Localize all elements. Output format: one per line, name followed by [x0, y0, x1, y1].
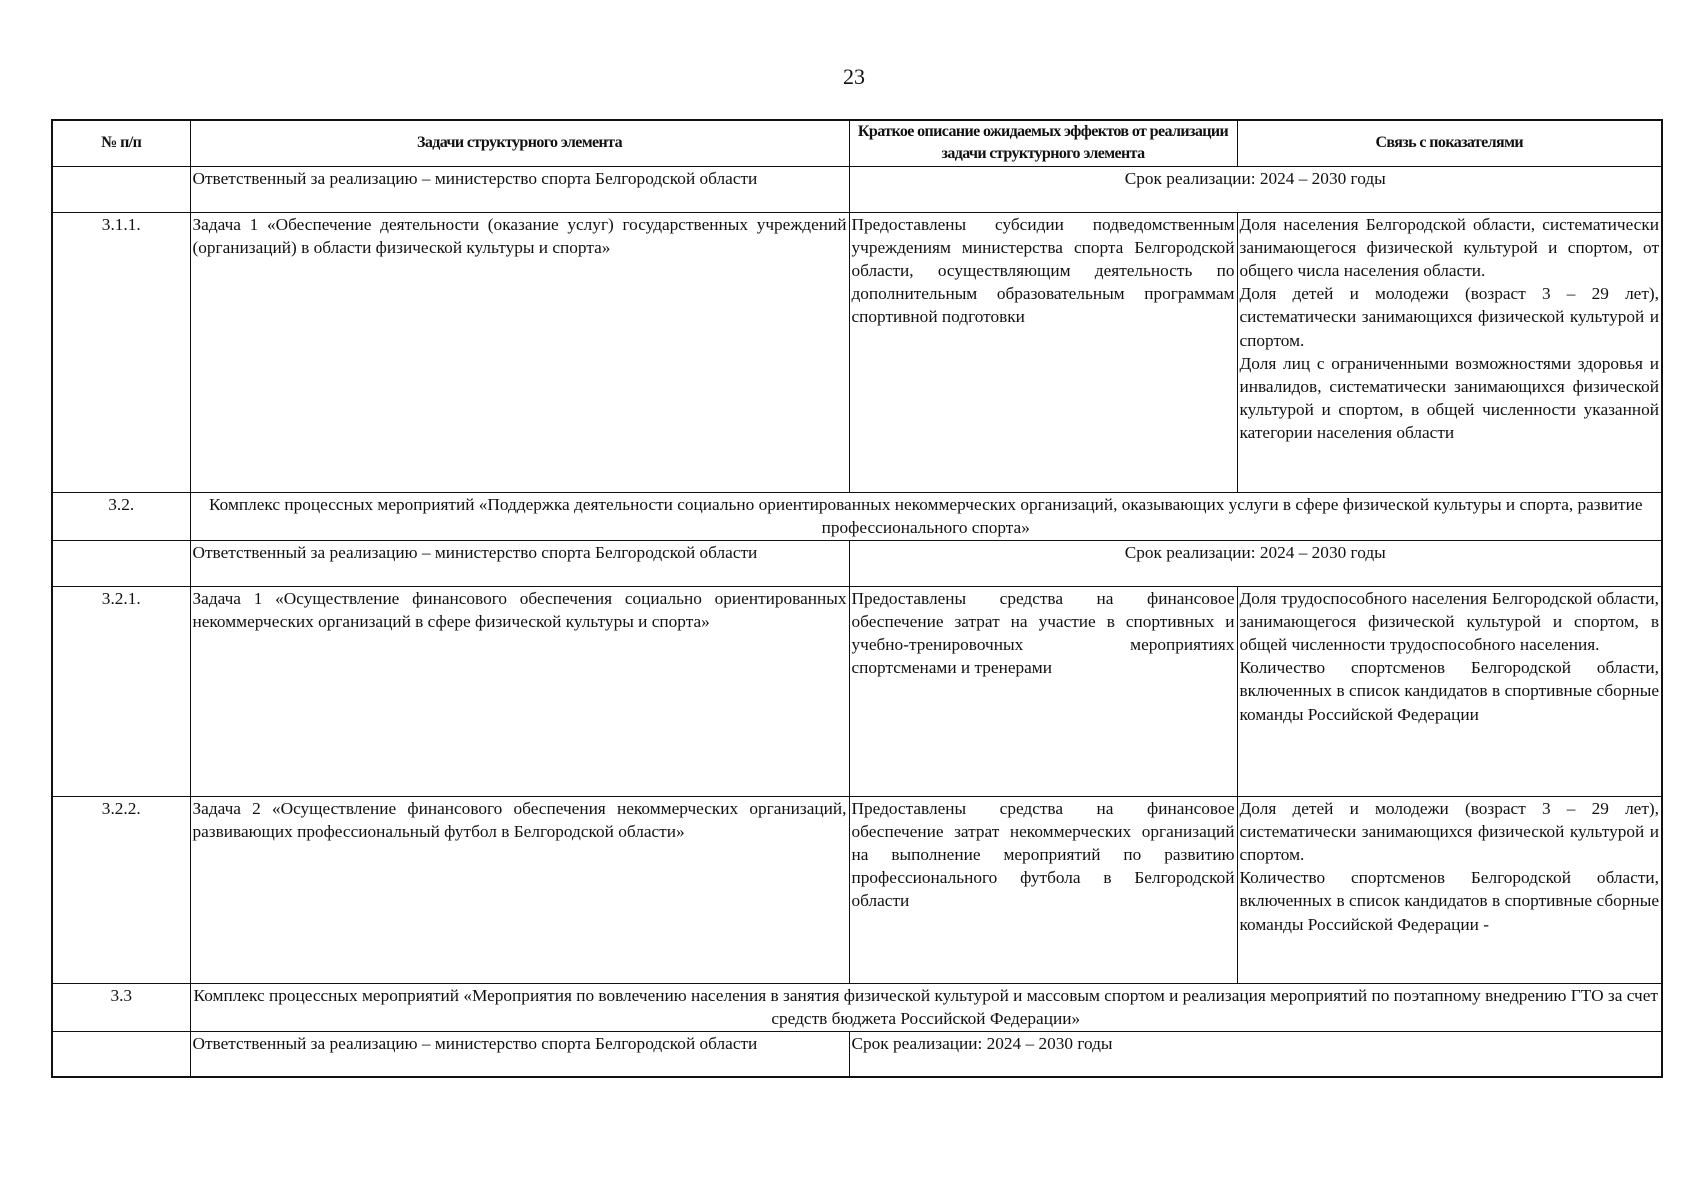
term-cell: Срок реализации: 2024 – 2030 годы	[849, 540, 1662, 586]
page-number: 23	[843, 64, 865, 89]
complex-title: Комплекс процессных мероприятий «Поддержка деятельности социально ориентированных некоммерческих организаций, оказывающих услуги в сфере физической культуры и спорта, развитие профессионального спорта»	[190, 492, 1662, 540]
indicator-item: Доля детей и молодежи (возраст 3 – 29 лет), систематически занимающихся физической культурой и спортом.	[1239, 798, 1659, 864]
effect-cell: Предоставлены субсидии подведомственным учреждениям министерства спорта Белгородской области, осуществляющим деятельность по дополнительным образовательным программам спортивной подготовки	[849, 212, 1237, 492]
row-num: 3.2.1.	[52, 586, 190, 796]
indicator-item: Количество спортсменов Белгородской области, включенных в список кандидатов в спортивные сборные команды Российской Федерации	[1239, 658, 1659, 724]
row-num: 3.2.2.	[52, 796, 190, 983]
row-num: 3.3	[52, 983, 190, 1031]
term-cell: Срок реализации: 2024 – 2030 годы	[849, 166, 1662, 212]
responsible-cell: Ответственный за реализацию – министерство спорта Белгородской области	[190, 1031, 849, 1077]
table-row	[52, 586, 1662, 796]
row-num: 3.1.1.	[52, 212, 190, 492]
complex-row	[52, 983, 1662, 1031]
responsible-cell: Ответственный за реализацию – министерство спорта Белгородской области	[190, 540, 849, 586]
indicator-item: Доля лиц с ограниченными возможностями здоровья и инвалидов, систематически занимающихся физической культурой и спортом, в общей численности указанной категории населения области	[1239, 353, 1659, 443]
row-num: 3.2.	[52, 492, 190, 540]
table-row	[52, 796, 1662, 983]
task-cell: Задача 2 «Осуществление финансового обеспечения некоммерческих организаций, развивающих профессиональный футбол в Белгородской области»	[190, 796, 849, 983]
indicators-cell	[1237, 212, 1662, 492]
row-num-empty	[52, 166, 190, 212]
indicator-item: Доля детей и молодежи (возраст 3 – 29 лет), систематически занимающихся физической культурой и спортом.	[1239, 284, 1659, 350]
table-row	[52, 212, 1662, 492]
table-row	[52, 540, 1662, 586]
task-cell: Задача 1 «Обеспечение деятельности (оказание услуг) государственных учреждений (организаций) в области физической культуры и спорта»	[190, 212, 849, 492]
table-row	[52, 1031, 1662, 1077]
complex-title: Комплекс процессных мероприятий «Мероприятия по вовлечению населения в занятия физической культурой и массовым спортом и реализация мероприятий по поэтапному внедрению ГТО за счет средств бюджета Российской Федерации»	[190, 983, 1662, 1031]
row-num-empty	[52, 540, 190, 586]
responsible-cell: Ответственный за реализацию – министерство спорта Белгородской области	[190, 166, 849, 212]
indicator-item: Доля трудоспособного населения Белгородской области, занимающегося физической культурой и спортом, в общей численности трудоспособного населения.	[1239, 588, 1659, 654]
term-cell: Срок реализации: 2024 – 2030 годы	[849, 1031, 1662, 1077]
task-cell: Задача 1 «Осуществление финансового обеспечения социально ориентированных некоммерческих организаций в сфере физической культуры и спорта»	[190, 586, 849, 796]
table-row	[52, 166, 1662, 212]
indicators-cell	[1237, 796, 1662, 983]
table-header-row	[52, 120, 1662, 166]
row-num-empty	[52, 1031, 190, 1077]
indicator-item: Доля населения Белгородской области, систематически занимающегося физической культурой и спортом, от общего числа населения области.	[1239, 214, 1659, 280]
header-effects: Краткое описание ожидаемых эффектов от реализации задачи структурного элемента	[849, 120, 1237, 166]
structural-elements-table	[51, 119, 1663, 1078]
header-num: № п/п	[52, 120, 190, 166]
header-tasks: Задачи структурного элемента	[190, 120, 849, 166]
header-indicators: Связь с показателями	[1237, 120, 1662, 166]
effect-cell: Предоставлены средства на финансовое обеспечение затрат некоммерческих организаций на выполнение мероприятий по развитию профессионального футбола в Белгородской области	[849, 796, 1237, 983]
indicator-item: Количество спортсменов Белгородской области, включенных в список кандидатов в спортивные сборные команды Российской Федерации -	[1239, 868, 1659, 934]
indicators-cell	[1237, 586, 1662, 796]
complex-row	[52, 492, 1662, 540]
effect-cell: Предоставлены средства на финансовое обеспечение затрат на участие в спортивных и учебно-тренировочных мероприятиях спортсменами и тренерами	[849, 586, 1237, 796]
